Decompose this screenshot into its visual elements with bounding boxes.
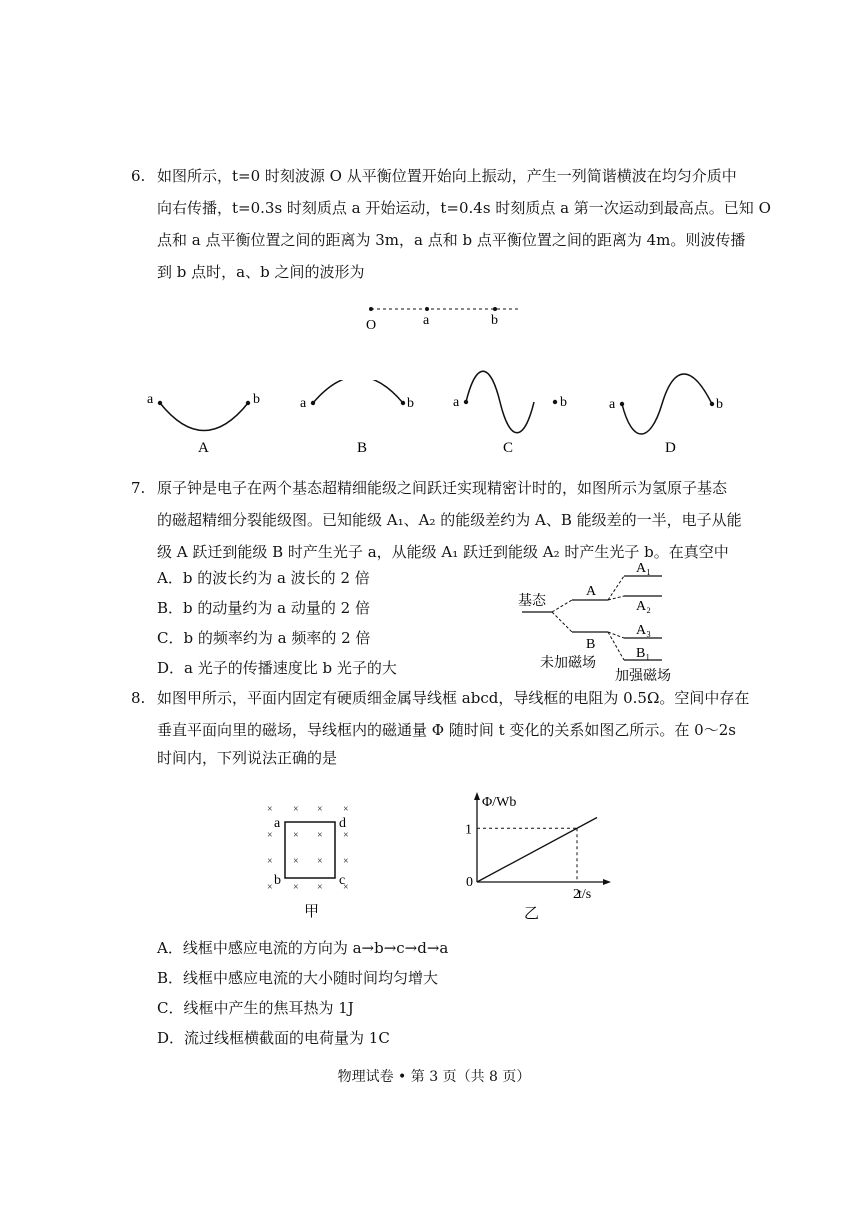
q7-energy-level-diagram (512, 556, 682, 684)
waveform-b-left-label: a (300, 396, 307, 411)
level-A2-label: A₂ (636, 599, 651, 614)
q8-number: 8. (131, 689, 146, 707)
level-A-label: A (586, 584, 597, 599)
q7-option-b: B．b 的动量约为 a 动量的 2 倍 (157, 599, 370, 617)
q8-option-c: C．线框中产生的焦耳热为 1J (157, 999, 354, 1017)
q8-option-d: D．流过线框横截面的电荷量为 1C (157, 1029, 390, 1047)
waveform-c-left-label: a (453, 395, 460, 410)
q6-text-line-1: 如图所示，t=0 时刻波源 O 从平衡位置开始向上振动，产生一列简谐横波在均匀介质中 (157, 167, 737, 185)
q7-text-line-3: 级 A 跃迁到能级 B 时产生光子 a，从能级 A₁ 跃迁到能级 A₂ 时产生光子 b。在真空中 (157, 543, 729, 561)
option-b-letter: B (357, 440, 368, 456)
cross-mark: × (343, 882, 349, 893)
corner-c-label: c (339, 873, 346, 888)
q6-medium-diagram (360, 298, 530, 334)
figure-jia-caption: 甲 (304, 904, 320, 920)
q6-option-a-waveform (143, 380, 273, 456)
cross-mark: × (267, 856, 273, 867)
corner-b-label: b (274, 873, 281, 888)
corner-a-label: a (274, 816, 281, 831)
corner-d-label: d (339, 816, 346, 831)
waveform-a-right-label: b (253, 392, 260, 407)
origin-label: 0 (466, 875, 473, 890)
waveform-c-right-label: b (560, 395, 567, 410)
q8-option-a: A．线框中感应电流的方向为 a→b→c→d→a (157, 939, 449, 957)
q8-text-line-1: 如图甲所示，平面内固定有硬质细金属导线框 abcd，导线框的电阻为 0.5Ω。空间中存在 (157, 689, 750, 707)
x-axis-arrow (603, 879, 611, 885)
cross-mark: × (343, 856, 349, 867)
cross-mark: × (267, 804, 273, 815)
q6-text-line-2: 向右传播，t=0.3s 时刻质点 a 开始运动，t=0.4s 时刻质点 a 第一次运动到最高点。已知 O (157, 199, 771, 217)
option-c-letter: C (503, 440, 514, 456)
cross-mark: × (317, 804, 323, 815)
q6-number: 6. (131, 167, 146, 185)
cross-mark: × (293, 830, 299, 841)
q8-figure-jia (260, 800, 370, 924)
option-a-letter: A (198, 440, 209, 456)
q7-option-a: A．b 的波长约为 a 波长的 2 倍 (157, 569, 370, 587)
q8-text-line-3: 时间内，下列说法正确的是 (157, 749, 338, 767)
level-A1-label: A₁ (636, 561, 651, 576)
waveform-d-right-label: b (716, 397, 723, 412)
q8-text-line-2: 垂直平面向里的磁场，导线框内的磁通量 Φ 随时间 t 变化的关系如图乙所示。在 0～2s (157, 721, 736, 739)
cross-mark: × (267, 882, 273, 893)
q7-text-line-1: 原子钟是电子在两个基态超精细能级之间跃迁实现精密计时的，如图所示为氢原子基态 (157, 479, 728, 497)
level-B1-label: B₁ (636, 646, 651, 661)
q6-option-c-waveform (450, 366, 580, 456)
q6-option-b-waveform (297, 380, 427, 456)
q7-option-d: D．a 光子的传播速度比 b 光子的大 (157, 659, 397, 677)
strong-field-label: 加强磁场 (615, 669, 671, 684)
cross-mark: × (317, 856, 323, 867)
ground-state-label: 基态 (518, 594, 546, 609)
figure-yi-caption: 乙 (524, 906, 540, 922)
cross-mark: × (343, 804, 349, 815)
x-axis-label: t/s (578, 887, 592, 902)
q8-option-b: B．线框中感应电流的大小随时间均匀增大 (157, 969, 439, 987)
flux-series-line (477, 818, 597, 883)
cross-mark: × (293, 882, 299, 893)
level-A3-label: A₃ (636, 623, 651, 638)
cross-mark: × (293, 804, 299, 815)
point-a-label: a (423, 313, 430, 328)
y-axis-label: Φ/Wb (482, 795, 517, 810)
point-b-label: b (491, 313, 498, 328)
cross-mark: × (343, 830, 349, 841)
level-B-label: B (586, 637, 596, 652)
q6-text-line-4: 到 b 点时，a、b 之间的波形为 (157, 263, 365, 281)
point-O-label: O (366, 318, 377, 333)
page-footer: 物理试卷 • 第 3 页（共 8 页） (337, 1069, 531, 1085)
q6-option-d-waveform (606, 366, 736, 456)
option-d-letter: D (665, 440, 676, 456)
cross-mark: × (317, 882, 323, 893)
waveform-a-left-label: a (147, 392, 154, 407)
waveform-d-left-label: a (609, 397, 616, 412)
q7-number: 7. (131, 479, 146, 497)
no-field-label: 未加磁场 (540, 656, 596, 671)
q7-text-line-2: 的磁超精细分裂能级图。已知能级 A₁、A₂ 的能级差约为 A、B 能级差的一半，电子从能 (157, 511, 742, 529)
cross-mark: × (267, 830, 273, 841)
q8-figure-yi-chart (452, 786, 612, 922)
cross-mark: × (317, 830, 323, 841)
q6-text-line-3: 点和 a 点平衡位置之间的距离为 3m，a 点和 b 点平衡位置之间的距离为 4m。则波传播 (157, 231, 746, 249)
y-axis-arrow (474, 792, 480, 800)
q7-option-c: C．b 的频率约为 a 频率的 2 倍 (157, 629, 371, 647)
cross-mark: × (293, 856, 299, 867)
x-tick-label: 2 (573, 887, 580, 902)
y-tick-label: 1 (465, 822, 472, 838)
waveform-b-right-label: b (407, 396, 414, 411)
